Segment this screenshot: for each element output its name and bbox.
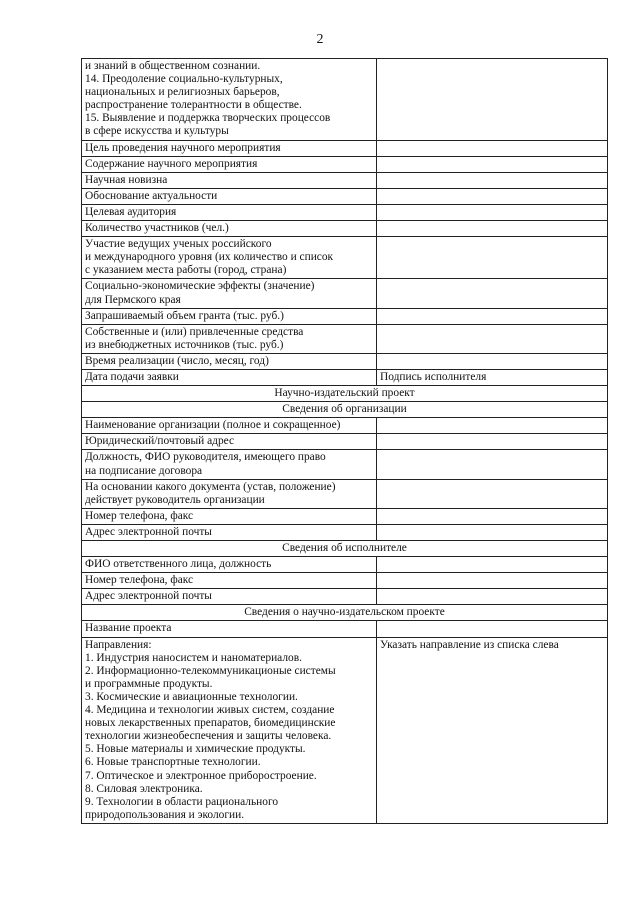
section-header: Сведения о научно-издательском проекте [82, 605, 608, 621]
field-value[interactable] [377, 59, 608, 141]
field-label: Дата подачи заявки [82, 369, 377, 385]
form-row [82, 573, 608, 589]
field-label: Направления: 1. Индустрия наносистем и наноматериалов. 2. Информационно-телекоммуникационые системы и программные продукты. 3. Космические и авиационные технологии. 4. Медицина и технологии живых систем, создание новых лекарственных препаратов, биомедицинские технологии жизнеобеспечения и защиты человека. 5. Новые материалы и химические продукты. 6. Новые транспортные технологии. 7. Оптическое и электронное приборостроение. 8. Силовая электроника. 9. Технологии в области рационального природопользования и экологии. [82, 637, 377, 823]
field-value[interactable] [377, 324, 608, 353]
form-row [82, 156, 608, 172]
form-row [82, 188, 608, 204]
field-label: Название проекта [82, 621, 377, 637]
field-value[interactable] [377, 204, 608, 220]
field-label: Научная новизна [82, 172, 377, 188]
field-value[interactable] [377, 508, 608, 524]
field-value[interactable] [377, 479, 608, 508]
form-row [82, 353, 608, 369]
field-label: Запрашиваемый объем гранта (тыс. руб.) [82, 308, 377, 324]
form-row [82, 308, 608, 324]
form-row [82, 508, 608, 524]
field-value[interactable] [377, 140, 608, 156]
form-row [82, 524, 608, 540]
form-row [82, 237, 608, 279]
field-label: ФИО ответственного лица, должность [82, 557, 377, 573]
form-body [82, 59, 608, 824]
form-row [82, 140, 608, 156]
application-form-table [81, 58, 608, 824]
field-label: Количество участников (чел.) [82, 221, 377, 237]
field-label: На основании какого документа (устав, положение) действует руководитель организации [82, 479, 377, 508]
form-row [82, 369, 608, 385]
field-label: Наименование организации (полное и сокращенное) [82, 418, 377, 434]
field-label: Цель проведения научного мероприятия [82, 140, 377, 156]
section-header: Сведения об исполнителе [82, 541, 608, 557]
field-value[interactable]: Указать направление из списка слева [377, 637, 608, 823]
field-label: Целевая аудитория [82, 204, 377, 220]
field-value[interactable] [377, 557, 608, 573]
field-value[interactable] [377, 524, 608, 540]
field-value[interactable] [377, 450, 608, 479]
form-row [82, 621, 608, 637]
form-row [82, 59, 608, 141]
section-header-row [82, 541, 608, 557]
field-value[interactable] [377, 308, 608, 324]
field-label: Адрес электронной почты [82, 524, 377, 540]
form-row [82, 479, 608, 508]
form-row [82, 637, 608, 823]
form-row [82, 221, 608, 237]
field-value[interactable] [377, 156, 608, 172]
field-value[interactable] [377, 621, 608, 637]
field-label: Номер телефона, факс [82, 508, 377, 524]
form-row [82, 279, 608, 308]
field-label: Содержание научного мероприятия [82, 156, 377, 172]
field-value[interactable] [377, 188, 608, 204]
field-value[interactable] [377, 237, 608, 279]
field-label: Собственные и (или) привлеченные средства из внебюджетных источников (тыс. руб.) [82, 324, 377, 353]
field-label: Должность, ФИО руководителя, имеющего право на подписание договора [82, 450, 377, 479]
form-row [82, 204, 608, 220]
field-value[interactable] [377, 418, 608, 434]
section-header-row [82, 386, 608, 402]
form-row [82, 557, 608, 573]
field-value[interactable]: Подпись исполнителя [377, 369, 608, 385]
field-value[interactable] [377, 279, 608, 308]
field-label: и знаний в общественном сознании. 14. Преодоление социально-культурных, национальных и религиозных барьеров, распространение толерантности в обществе. 15. Выявление и поддержка творческих процессов в сфере искусства и культуры [82, 59, 377, 141]
field-value[interactable] [377, 573, 608, 589]
section-header: Сведения об организации [82, 402, 608, 418]
page-number: 2 [316, 32, 324, 47]
field-value[interactable] [377, 589, 608, 605]
field-label: Адрес электронной почты [82, 589, 377, 605]
field-value[interactable] [377, 353, 608, 369]
field-label: Участие ведущих ученых российского и международного уровня (их количество и список с указанием места работы (город, страна) [82, 237, 377, 279]
field-value[interactable] [377, 172, 608, 188]
field-label: Обоснование актуальности [82, 188, 377, 204]
form-row [82, 434, 608, 450]
form-row [82, 450, 608, 479]
field-value[interactable] [377, 434, 608, 450]
form-row [82, 172, 608, 188]
field-label: Юридический/почтовый адрес [82, 434, 377, 450]
form-row [82, 324, 608, 353]
form-row [82, 589, 608, 605]
section-header-row [82, 402, 608, 418]
section-header-row [82, 605, 608, 621]
field-value[interactable] [377, 221, 608, 237]
form-row [82, 418, 608, 434]
field-label: Номер телефона, факс [82, 573, 377, 589]
field-label: Время реализации (число, месяц, год) [82, 353, 377, 369]
field-label: Социально-экономические эффекты (значение) для Пермского края [82, 279, 377, 308]
section-header: Научно-издательский проект [82, 386, 608, 402]
